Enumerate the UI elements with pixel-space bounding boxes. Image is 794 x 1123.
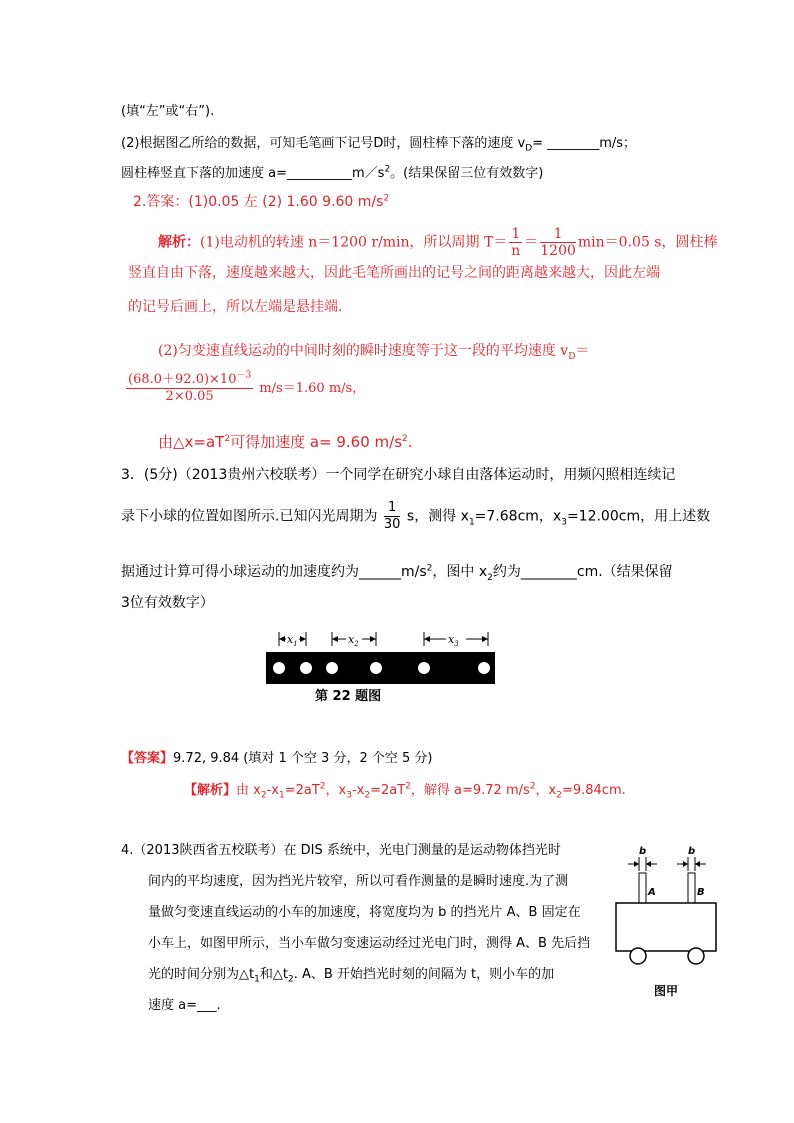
q3-line2: 录下小球的位置如图所示.已知闪光周期为 $\frac{1}{30}$ s，测得 $x_1=7.68cm$，$x_3=12.00cm$，用上述数 (121, 500, 711, 532)
q2-accel-end: 。(结果保留三位有效数字) (390, 166, 544, 181)
q2-answer (133, 193, 389, 211)
x3-label: $x_3$ (448, 633, 459, 648)
figure-jia-cart (610, 845, 730, 1005)
sup-2: 2 (384, 164, 391, 175)
figure-jia-caption: 图甲 (654, 984, 679, 998)
sup-2: 2 (383, 193, 390, 204)
b-label-2: b (688, 846, 696, 857)
q3-line1: 3．(5分)（2013贵州六校联考）一个同学在研究小球自由落体运动时，用频闪照相连续记 (121, 467, 676, 483)
flag-a-label: A (648, 887, 656, 898)
fill-hint-line: (填“左”或“右”). (121, 104, 215, 119)
answer-label: 【答案】 (121, 751, 174, 766)
q2-analysis-part2-text: (2)匀变速直线运动的中间时刻的瞬时速度等于这一段的平均速度 v (158, 343, 569, 359)
q2-analysis-label: 解析： (158, 234, 200, 251)
q2-analysis-a: (1)电动机的转速 n＝1200 r/min，所以周期 T＝ (200, 234, 508, 251)
q3-analysis (184, 782, 626, 800)
analysis-label: 【解析】 (184, 783, 237, 798)
x2-label: $x_2$ (348, 633, 359, 648)
q2-answer-text: 2.答案：(1)0.05 左 (2) 1.60 9.60 m/s (133, 194, 384, 210)
b-label-1: b (639, 846, 647, 857)
q2-accel-line: 由$\triangle x=aT^2$可得加速度 a= 9.60 $m/s^2$. (158, 433, 413, 451)
figure-22-caption: 第 22 题图 (315, 689, 382, 704)
x1-label: $x_1$ (287, 633, 298, 648)
q4-line1: 4.（2013陕西省五校联考）在 DIS 系统中，光电门测量的是运动物体挡光时 (121, 843, 561, 858)
q4-line4: 小车上，如图甲所示，当小车做匀变速运动经过光电门时，测得 A、B 先后挡 (148, 936, 591, 951)
q3-line3: 据通过计算可得小球运动的加速度约为$\_\_\_\_\_\_m/s^2$，图中 $x_2$约为________cm.（结果保留 (121, 563, 673, 583)
flag-b-label: B (697, 887, 705, 898)
sub-d: D (568, 351, 576, 362)
velocity-result: m/s＝1.60 m/s， (259, 381, 366, 396)
fraction-1-over-n: $\frac{1}{n}$ (511, 226, 521, 259)
fraction-1-over-30: $\frac{1}{30}$ (383, 500, 401, 532)
q2-part2-text: (2)根据图乙所给的数据，可知毛笔画下记号D时，圆柱棒下落的速度 v (121, 136, 526, 151)
q3-answer: 【答案】9.72, 9.84 (填对 1 个空 3 分，2 个空 5 分) (121, 751, 433, 766)
q2-velocity-fraction-line (126, 372, 365, 405)
q4-line5: 光的时间分别为$\triangle t_1$和$\triangle t_2$. A、B 开始挡光时刻的间隔为 t，则小车的加 (148, 967, 555, 985)
q2-part2-end: = ________m/s； (532, 136, 637, 151)
q2-analysis-part2 (158, 342, 589, 360)
q2-analysis-line2: 竖直自由下落，速度越来越大，因此毛笔所画出的记号之间的距离越来越大，因此左端 (128, 265, 660, 281)
q3-line4: 3位有效数字） (121, 595, 214, 611)
q4-line3: 量做匀变速直线运动的小车的加速度，将宽度均为 b 的挡光片 A、B 固定在 (148, 905, 581, 920)
q2-analysis-line1: 解析：(1)电动机的转速 n＝1200 r/min，所以周期 T＝ $\frac{1}{n}$ ＝ $\frac{1}{1200}$ min＝0.05 s，圆柱棒 (158, 226, 718, 259)
sub-d: D (525, 143, 533, 154)
q2-part2-line1 (121, 135, 636, 153)
q4-line6: 速度 a=___. (148, 998, 221, 1013)
q4-line2: 间内的平均速度，因为挡光片较窄，所以可看作测量的是瞬时速度.为了测 (148, 874, 569, 889)
fraction-1-over-1200: $\frac{1}{1200}$ (540, 226, 576, 259)
fraction-velocity: $\frac{(68.0+92.0)\times 10^{-3}}{2\times 0.05}$ (128, 370, 252, 404)
q2-analysis-line3: 的记号后画上，所以左端是悬挂端. (128, 299, 343, 315)
cart-diagram (610, 845, 730, 1005)
q2-analysis-b: min＝0.05 s，圆柱棒 (577, 234, 718, 251)
q2-accel-text: 圆柱棒竖直下落的加速度 a=__________m／s (121, 166, 385, 181)
q2-analysis-part2-end: ＝ (575, 343, 590, 359)
q2-part2-line2 (121, 165, 543, 183)
analysis-text: 由 $x_2-x_1=2aT^2$，$x_3-x_2=2aT^2$，解得 a=9.72 $m/s^2$，$x_2=9.84cm$. (236, 781, 626, 801)
